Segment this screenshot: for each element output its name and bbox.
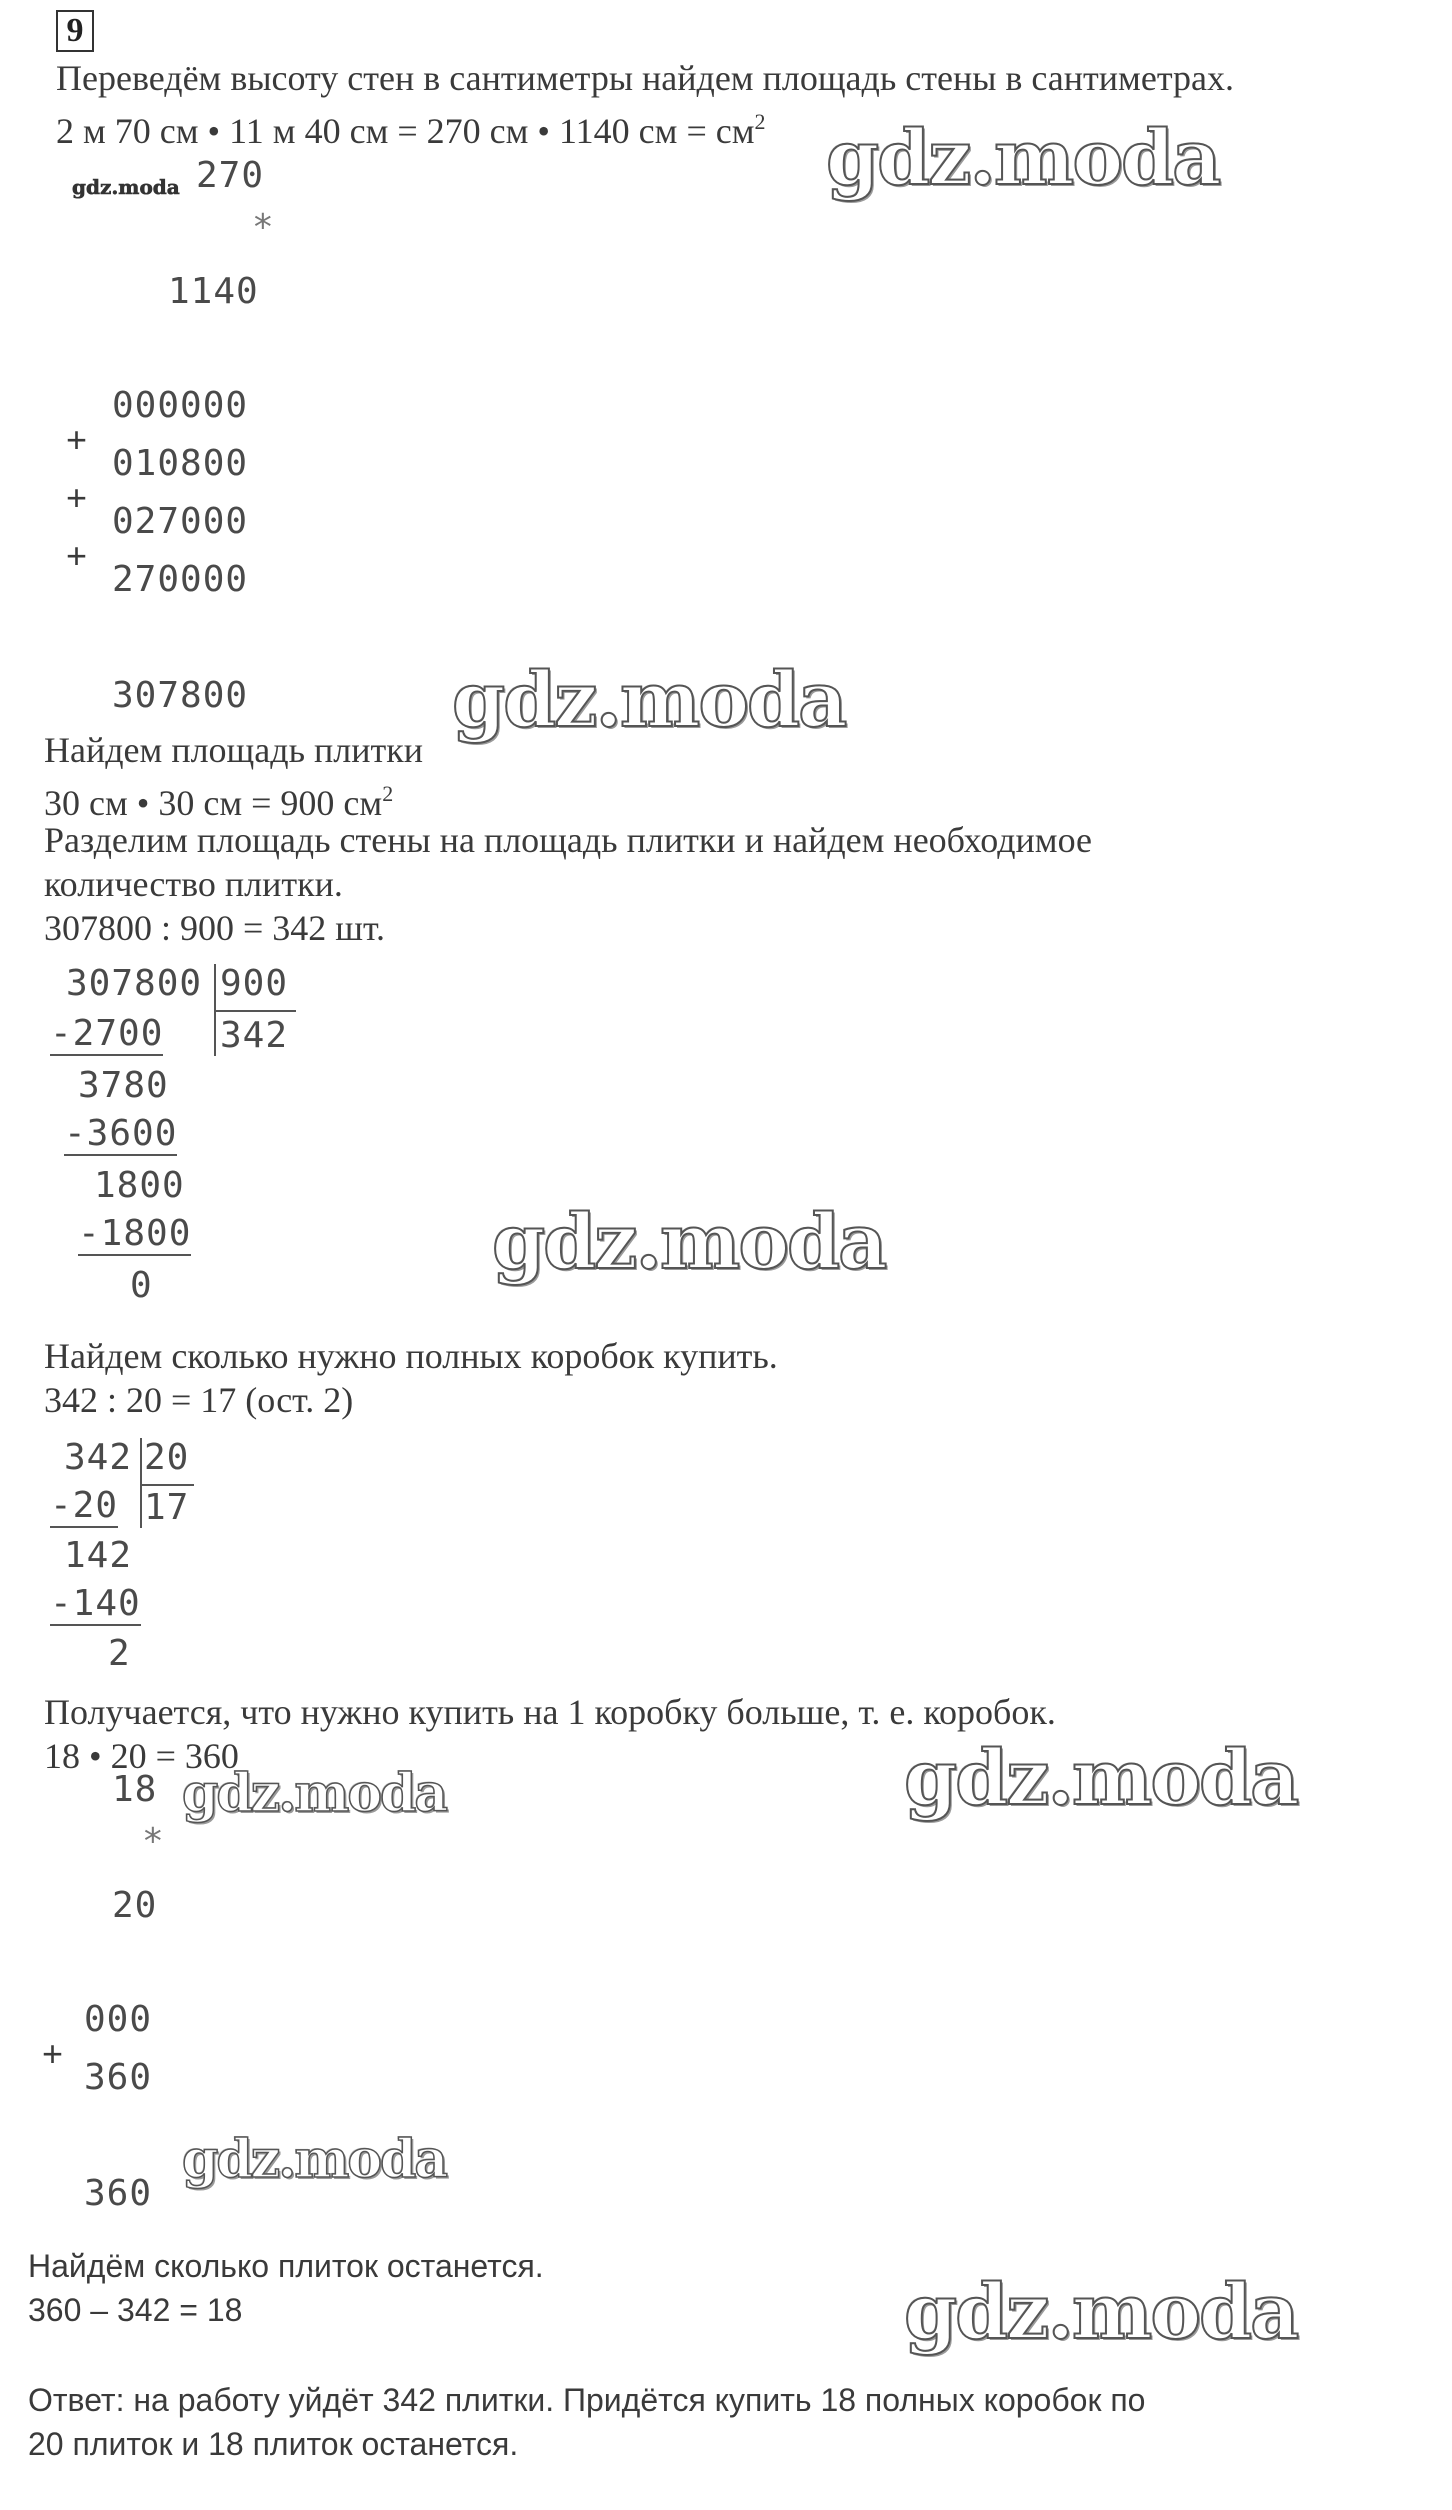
mult2-partial-2: 360 [84,2057,153,2098]
watermark-small: gdz.moda [72,175,180,199]
mult1-plus-3: + [66,535,88,576]
watermark-2: gdz.moda [452,655,846,744]
divide-text-line-1: Разделим площадь стены на площадь плитки и найдем необходимое [44,820,1092,860]
watermark-4: gdz.moda [182,1763,447,1824]
mult2-a: 18 [112,1769,158,1810]
mult1-a: 270 [196,155,265,196]
div1-step-2: 3780 [78,1065,169,1106]
extra-calc: 18 • 20 = 360 [44,1736,239,1776]
div2-step-4: 2 [108,1633,131,1674]
watermark-1: gdz.moda [826,113,1220,202]
intro-line-1: Переведём высоту стен в сантиметры найдем площадь стены в сантиметрах. [56,58,1234,98]
divide-text-calc: 307800 : 900 = 342 шт. [44,908,386,948]
div2-step-1: -20 [50,1485,119,1526]
tile-area-calc-text: 30 см • 30 см = 900 см [44,783,383,823]
div1-quotient: 342 [220,1015,289,1056]
boxes-calc: 342 : 20 = 17 (ост. 2) [44,1380,354,1420]
mult1-partial-3: 027000 [112,501,249,542]
mult1-op: * [252,207,275,248]
mult1-plus-2: + [66,477,88,518]
intro-line-2 [56,100,766,153]
div2-horizontal-bar [142,1484,194,1486]
mult1-partial-1: 000000 [112,385,249,426]
div1-step-6: 0 [130,1265,153,1306]
div2-step-3: -140 [50,1583,141,1624]
mult2-result: 360 [84,2173,153,2214]
leftover-calc: 360 – 342 = 18 [28,2292,243,2328]
leftover-title: Найдём сколько плиток останется. [28,2248,544,2284]
watermark-5: gdz.moda [182,2129,447,2190]
watermark-7: gdz.moda [904,2267,1298,2356]
div2-quotient: 17 [144,1487,190,1528]
tile-area-calc-sup: 2 [382,781,394,806]
answer-line-2: 20 плиток и 18 плиток останется. [28,2426,519,2462]
mult1-partial-4: 270000 [112,559,249,600]
watermark-6: gdz.moda [904,1733,1298,1822]
mult1-plus-1: + [66,419,88,460]
div1-horizontal-bar [216,1010,296,1012]
divide-text-line-2: количество плитки. [44,864,343,904]
mult1-result: 307800 [112,675,249,716]
mult1-partial-2: 010800 [112,443,249,484]
mult2-partial-1: 000 [84,1999,153,2040]
div1-divisor: 900 [220,963,289,1004]
div1-step-1: -2700 [50,1013,164,1054]
mult2-op: * [142,1821,165,1862]
boxes-title: Найдем сколько нужно полных коробок купить. [44,1336,778,1376]
div2-divisor: 20 [144,1437,190,1478]
div2-vertical-bar [140,1438,142,1528]
extra-line-1: Получается, что нужно купить на 1 коробку больше, т. е. коробок. [44,1692,1056,1732]
task-number: 9 [56,10,94,52]
div2-step-2: 142 [64,1535,133,1576]
intro-line-2-sup: 2 [754,109,766,134]
answer-line-1: Ответ: на работу уйдёт 342 плитки. Придётся купить 18 полных коробок по [28,2382,1146,2418]
mult2-plus: + [42,2033,64,2074]
watermark-3: gdz.moda [492,1197,886,1286]
mult1-b: 1140 [168,271,259,312]
intro-line-2-text: 2 м 70 см • 11 м 40 см = 270 см • 1140 см = см [56,111,755,151]
div1-step-5: -1800 [78,1213,192,1254]
div2-dividend: 342 [64,1437,133,1478]
mult2-b: 20 [112,1885,158,1926]
div1-step-3: -3600 [64,1113,178,1154]
tile-area-title: Найдем площадь плитки [44,730,423,770]
div1-step-4: 1800 [94,1165,185,1206]
div1-dividend: 307800 [66,963,203,1004]
